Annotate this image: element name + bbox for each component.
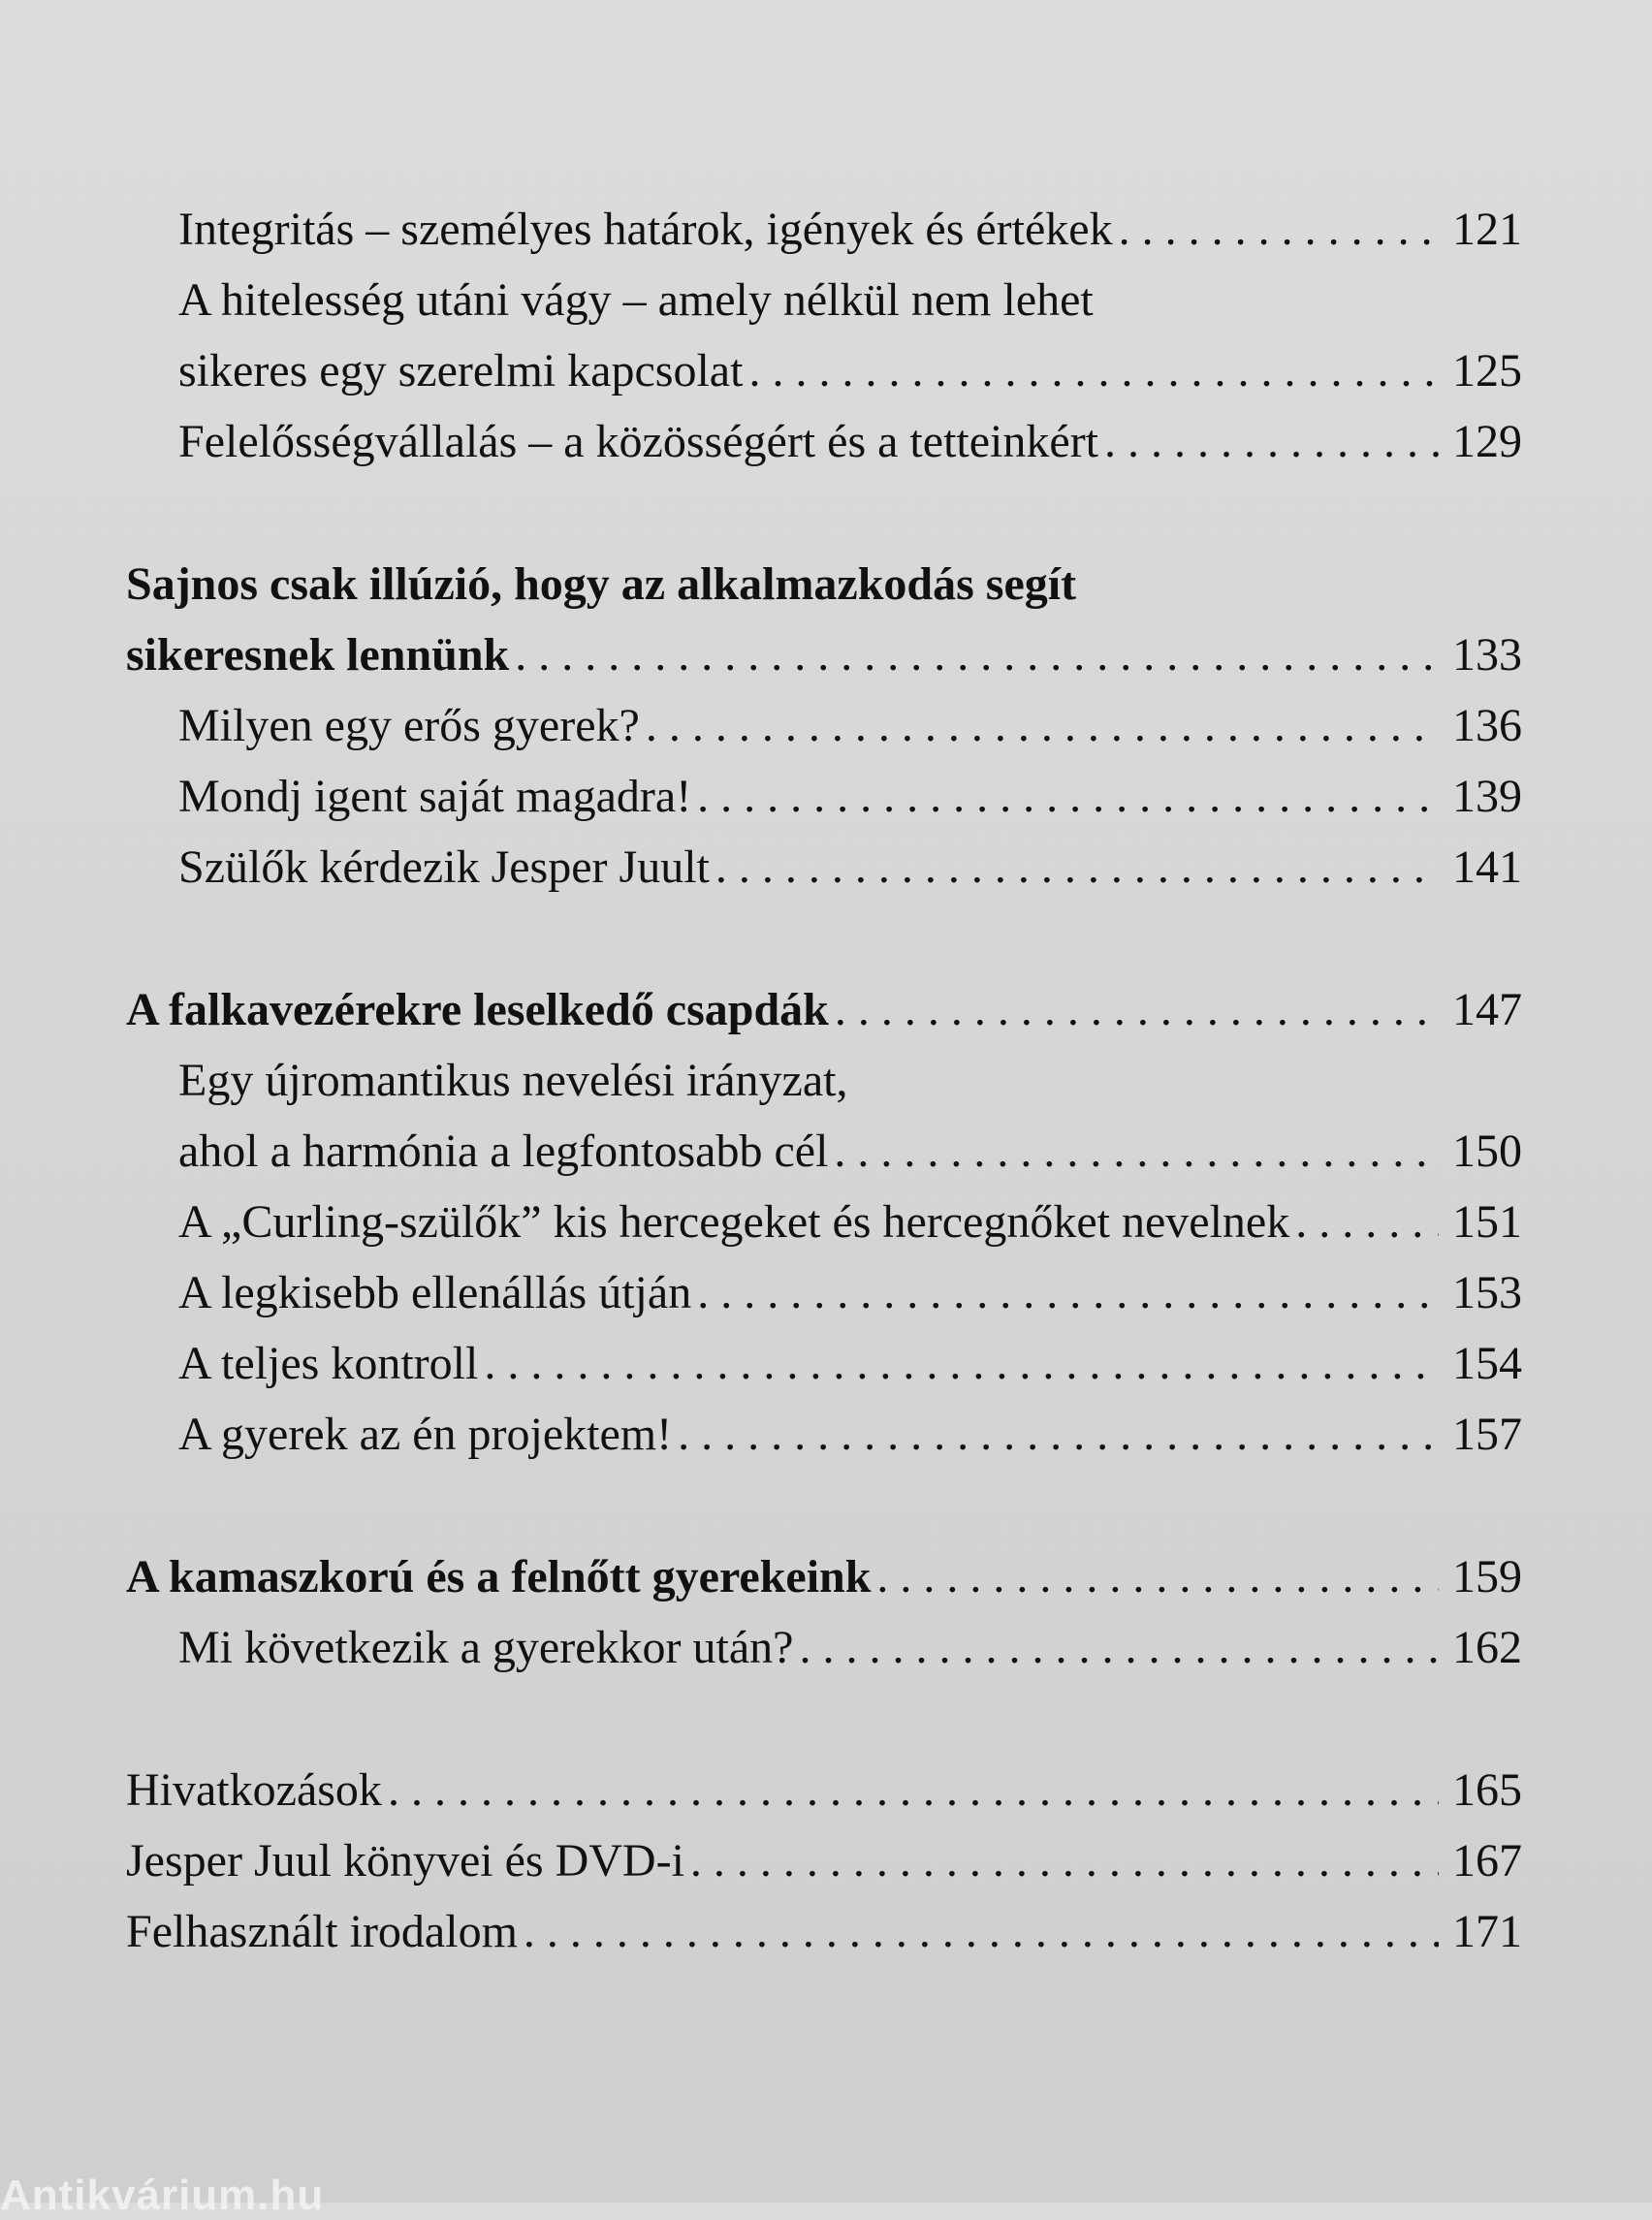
toc-entry-page: 141 bbox=[1452, 841, 1522, 893]
leader-dots bbox=[834, 1116, 1439, 1187]
leader-dots bbox=[678, 1399, 1439, 1470]
toc-entry bbox=[126, 1612, 1522, 1683]
leader-dots bbox=[697, 761, 1439, 832]
leader-dots bbox=[799, 1612, 1439, 1683]
toc-entry bbox=[126, 832, 1522, 903]
toc-entry-title: Egy újromantikus nevelési irányzat, bbox=[178, 1055, 848, 1106]
toc-entry bbox=[126, 1825, 1522, 1896]
toc-entry-title: Hivatkozások bbox=[126, 1764, 382, 1816]
toc-entry bbox=[126, 335, 1522, 406]
toc-entry-page: 150 bbox=[1452, 1126, 1522, 1177]
toc-entry-page: 129 bbox=[1452, 416, 1522, 467]
toc-entry-page: 171 bbox=[1452, 1906, 1522, 1957]
toc-entry-page: 151 bbox=[1452, 1196, 1522, 1248]
chapter-title-line1: Sajnos csak illúzió, hogy az alkalmazkodás segít bbox=[126, 558, 1077, 610]
toc-entry bbox=[126, 1116, 1522, 1187]
toc-entry-page: 125 bbox=[1452, 345, 1522, 396]
leader-dots bbox=[515, 619, 1439, 690]
toc-entry-title: sikeres egy szerelmi kapcsolat bbox=[178, 345, 744, 396]
leader-dots bbox=[524, 1896, 1439, 1967]
leader-dots bbox=[646, 690, 1439, 761]
toc-entry bbox=[126, 1257, 1522, 1328]
leader-dots bbox=[748, 335, 1439, 406]
toc-entry bbox=[126, 265, 1522, 335]
toc-entry bbox=[126, 1045, 1522, 1116]
toc-entry-title: A hitelesség utáni vágy – amely nélkül nem lehet bbox=[178, 274, 1094, 326]
toc-entry-page: 154 bbox=[1452, 1338, 1522, 1389]
toc-entry-page: 139 bbox=[1452, 771, 1522, 822]
toc-entry-page: 165 bbox=[1452, 1764, 1522, 1816]
table-of-contents bbox=[126, 194, 1522, 1967]
toc-entry bbox=[126, 690, 1522, 761]
chapter-page: 133 bbox=[1452, 629, 1522, 681]
toc-entry-title: Milyen egy erős gyerek? bbox=[178, 700, 640, 751]
leader-dots bbox=[876, 1541, 1439, 1612]
toc-entry-title: Integritás – személyes határok, igények és értékek bbox=[178, 204, 1113, 255]
chapter-title: A falkavezérekre leselkedő csapdák bbox=[126, 984, 829, 1035]
chapter-page: 147 bbox=[1452, 984, 1522, 1035]
toc-entry bbox=[126, 1399, 1522, 1470]
toc-chapter-heading bbox=[126, 974, 1522, 1045]
toc-entry-title: Felelősségvállalás – a közösségért és a tetteinkért bbox=[178, 416, 1099, 467]
toc-entry-title: Mondj igent saját magadra! bbox=[178, 771, 692, 822]
toc-entry-page: 121 bbox=[1452, 204, 1522, 255]
leader-dots bbox=[484, 1328, 1439, 1399]
section-gap bbox=[126, 1470, 1522, 1541]
toc-entry-page: 157 bbox=[1452, 1409, 1522, 1460]
toc-entry bbox=[126, 194, 1522, 265]
toc-entry-title: ahol a harmónia a legfontosabb cél bbox=[178, 1126, 829, 1177]
leader-dots bbox=[697, 1257, 1439, 1328]
leader-dots bbox=[690, 1825, 1439, 1896]
toc-entry bbox=[126, 406, 1522, 477]
toc-entry bbox=[126, 761, 1522, 832]
chapter-page: 159 bbox=[1452, 1551, 1522, 1602]
leader-dots bbox=[715, 832, 1439, 903]
toc-entry-page: 136 bbox=[1452, 700, 1522, 751]
leader-dots bbox=[1295, 1187, 1439, 1257]
toc-entry-title: A gyerek az én projektem! bbox=[178, 1409, 673, 1460]
toc-entry bbox=[126, 1896, 1522, 1967]
toc-entry bbox=[126, 1755, 1522, 1825]
toc-entry bbox=[126, 1187, 1522, 1257]
toc-chapter-heading bbox=[126, 1541, 1522, 1612]
toc-entry-title: A „Curling-szülők” kis hercegeket és hercegnőket nevelnek bbox=[178, 1196, 1290, 1248]
toc-entry-page: 167 bbox=[1452, 1835, 1522, 1887]
toc-entry-title: Mi következik a gyerekkor után? bbox=[178, 1622, 794, 1673]
toc-chapter-heading bbox=[126, 549, 1522, 619]
toc-entry-page: 162 bbox=[1452, 1622, 1522, 1673]
toc-entry-title: Felhasznált irodalom bbox=[126, 1906, 518, 1957]
toc-entry-page: 153 bbox=[1452, 1267, 1522, 1318]
leader-dots bbox=[835, 974, 1439, 1045]
toc-entry-title: Jesper Juul könyvei és DVD-i bbox=[126, 1835, 684, 1887]
section-gap bbox=[126, 903, 1522, 974]
leader-dots bbox=[388, 1755, 1439, 1825]
section-gap bbox=[126, 477, 1522, 549]
leader-dots bbox=[1119, 194, 1439, 265]
watermark-text: Antikvárium.hu bbox=[0, 2172, 325, 2219]
toc-entry-title: A legkisebb ellenállás útján bbox=[178, 1267, 692, 1318]
toc-entry-title: Szülők kérdezik Jesper Juult bbox=[178, 841, 710, 893]
leader-dots bbox=[1104, 406, 1439, 477]
toc-entry-title: A teljes kontroll bbox=[178, 1338, 479, 1389]
toc-chapter-heading bbox=[126, 619, 1522, 690]
section-gap bbox=[126, 1683, 1522, 1755]
chapter-title: A kamaszkorú és a felnőtt gyerekeink bbox=[126, 1551, 872, 1602]
toc-entry bbox=[126, 1328, 1522, 1399]
chapter-title-line2: sikeresnek lennünk bbox=[126, 629, 510, 681]
